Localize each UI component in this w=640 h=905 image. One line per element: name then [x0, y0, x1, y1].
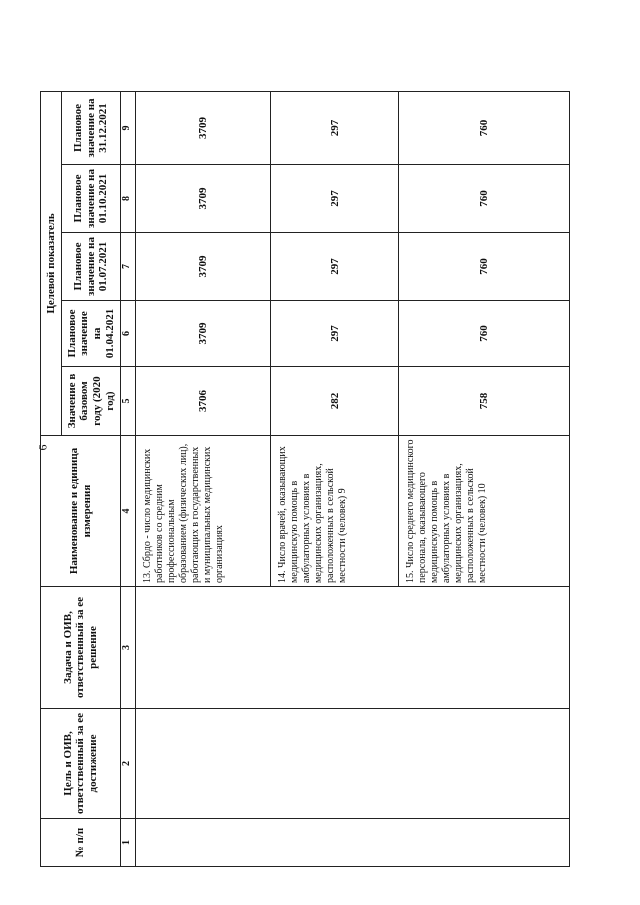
row-q1-value: 3709 — [136, 301, 271, 367]
indicators-table — [40, 91, 570, 867]
header-q4: Плановое значение на 31.12.2021 — [62, 91, 121, 164]
header-q2: Плановое значение на 01.07.2021 — [62, 233, 121, 301]
header-goal: Цель и ОИВ, ответственный за ее достижение — [41, 709, 121, 819]
row-name: 15. Число среднего медицинского персонала, оказывающего медицинскую помощь в амбулаторных условиях в медицинских организациях, расположенных в сельской местности (человек) 10 — [399, 436, 570, 587]
page-number: 6 — [35, 444, 50, 451]
row-q3-value: 3709 — [136, 165, 271, 233]
cell-no — [136, 819, 570, 867]
rotated-table-container — [40, 92, 570, 867]
row-name: 13. Сбрдо - число медицинских работников со средним профессиональным образованием (физических лиц), работающих в государственных и муниципальных медицинских организациях — [136, 436, 271, 587]
header-base: Значение в базовом году (2020 год) — [62, 367, 121, 436]
table-region — [40, 92, 570, 867]
header-q3: Плановое значение на 01.10.2021 — [62, 165, 121, 233]
row-name: 14. Число врачей, оказывающих медицинскую помощь в амбулаторных условиях в медицинских организациях, расположенных в сельской местности (человек) 9 — [271, 436, 399, 587]
col-number: 7 — [121, 233, 136, 301]
column-numbers-row — [121, 91, 136, 866]
header-q1: Плановое значение на 01.04.2021 — [62, 301, 121, 367]
row-q3-value: 297 — [271, 165, 399, 233]
col-number: 5 — [121, 367, 136, 436]
cell-task — [136, 587, 570, 709]
col-number: 1 — [121, 819, 136, 867]
row-base-value: 282 — [271, 367, 399, 436]
header-target-group: Целевой показатель — [41, 91, 62, 435]
cell-goal — [136, 709, 570, 819]
row-q2-value: 3709 — [136, 233, 271, 301]
header-no: № п/п — [41, 819, 121, 867]
row-base-value: 758 — [399, 367, 570, 436]
row-q4-value: 760 — [399, 91, 570, 164]
row-q2-value: 760 — [399, 233, 570, 301]
row-q4-value: 3709 — [136, 91, 271, 164]
col-number: 4 — [121, 436, 136, 587]
header-task: Задача и ОИВ, ответственный за ее решение — [41, 587, 121, 709]
row-q3-value: 760 — [399, 165, 570, 233]
row-q2-value: 297 — [271, 233, 399, 301]
row-base-value: 3706 — [136, 367, 271, 436]
row-q4-value: 297 — [271, 91, 399, 164]
row-q1-value: 297 — [271, 301, 399, 367]
col-number: 9 — [121, 91, 136, 164]
col-number: 8 — [121, 165, 136, 233]
col-number: 2 — [121, 709, 136, 819]
col-number: 6 — [121, 301, 136, 367]
header-name: Наименование и единица измерения — [41, 436, 121, 587]
col-number: 3 — [121, 587, 136, 709]
table-row — [136, 91, 271, 866]
row-q1-value: 760 — [399, 301, 570, 367]
